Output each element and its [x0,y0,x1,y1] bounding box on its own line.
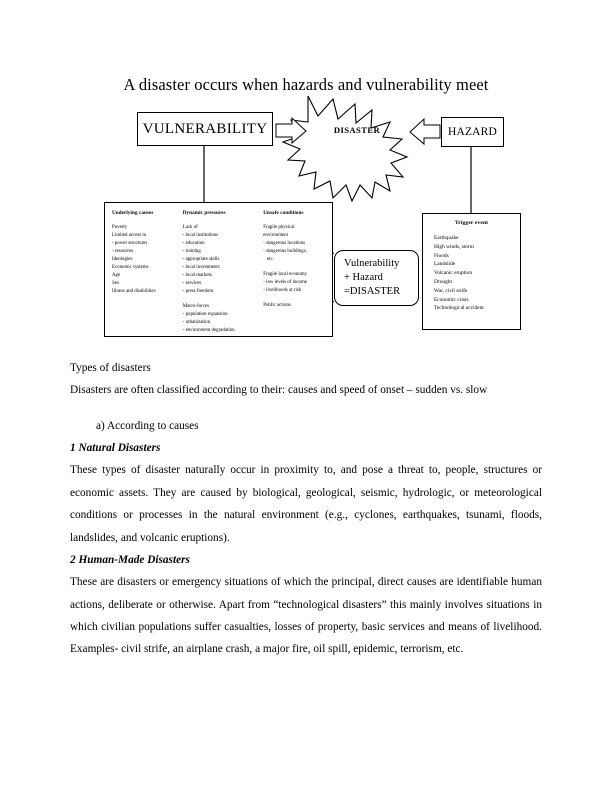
trigger-event-item: High winds, storm [434,243,474,250]
par-item: - local investments [182,264,220,270]
body-content [70,357,542,661]
par-item: - education [182,241,205,247]
center-box-line-1: Vulnerability [344,257,400,269]
par-item: Lack of [182,225,198,231]
arrow-hazard-to-disaster [410,119,440,144]
par-item: Public actions [263,302,291,308]
par-item: Age [112,272,121,278]
par-column-underlying-causes [112,209,183,334]
par-item: Macro-forces [182,303,210,309]
par-item: etc. [263,257,274,262]
hazard-box [441,117,504,147]
trigger-event-item: War, civil strife [434,287,468,294]
spacer [263,264,332,271]
human-made-disasters-heading: 2 Human-Made Disasters [70,553,190,566]
trigger-event-item: Floods [434,252,449,259]
human-made-disasters-paragraph: These are disasters or emergency situations of which the principal, direct causes are identifiable human actions, deliberate or otherwise. Apart from “technological disasters” this mainly involves situations in which civilian populations suffer casualties, losses of property, basic services and means of livelihood. Examples- civil strife, an airplane crash, a major fire, oil spill, epidemic, terrorism, etc. [70,576,542,656]
par-item: Limited access to [112,233,147,239]
trigger-event-item: Economic crisis [434,296,469,303]
par-item: Fragile physical [263,225,295,231]
disaster-starburst-shape [283,96,407,201]
par-item: - livelihoods at risk [263,287,302,293]
par-item: - power structures [112,241,148,247]
types-of-disasters-heading: Types of disasters [70,362,151,374]
trigger-event-item: Volcanic eruption [434,270,473,277]
disaster-burst-label: DISASTER [333,125,381,135]
par-item: - dangerous locations [263,241,306,247]
par-column-header: Underlying causes [112,210,154,216]
par-column-header: Unsafe conditions [263,210,304,216]
page-title: A disaster occurs when hazards and vulnerability meet [123,75,489,94]
par-model-table [104,202,333,337]
disaster-concept-diagram [0,0,612,350]
trigger-event-item: Landslide [434,261,456,268]
par-item: Poverty [112,225,128,231]
par-item: - dangerous buildings, [263,249,307,255]
list-item-according-to-causes: a) According to causes [96,419,199,432]
par-item: - urbanization [182,319,211,325]
par-item: - press freedom [182,288,214,294]
par-item: Illness and disabilities [112,288,156,294]
par-item: - training [182,249,201,255]
spacer [263,295,332,302]
par-item: - services [182,280,202,286]
vulnerability-box [137,112,273,146]
natural-disasters-heading: 1 Natural Disasters [70,442,161,455]
vulnerability-plus-hazard-box [334,250,419,306]
center-box-line-2: + Hazard [344,271,383,283]
par-item: - resources [112,249,134,255]
par-item: - appropriate skills [182,257,220,262]
vulnerability-label: VULNERABILITY [142,120,268,137]
par-item: - environment degradation [182,327,235,333]
hazard-label: HAZARD [447,126,498,138]
trigger-event-box [422,213,521,330]
par-item: - local institutions [182,233,219,239]
types-intro-paragraph: Disasters are often classified according to their: causes and speed of onset – sudden vs. slow [70,384,488,397]
spacer [70,402,542,415]
trigger-event-list [423,234,520,313]
spacer [183,296,264,303]
par-item: Economic systems [112,264,149,270]
center-box-line-3: =DISASTER [344,286,401,298]
par-item: Ideologies [112,257,133,262]
trigger-event-item: Drought [434,278,452,285]
par-column-header: Dynamic pressures [182,210,226,216]
trigger-event-item: Earthquake [434,235,459,241]
natural-disasters-paragraph: These types of disaster naturally occur in proximity to, and pose a threat to, people, structures or economic assets. They are caused by biological, geological, seismic, hydrologic, or meteorological conditions or processes in the natural environment (e.g., cyclones, earthquakes, tsunami, floods, landslides, and volcanic eruptions). [70,464,542,544]
par-item: Sex [112,280,120,286]
par-item: - population expansion [182,311,228,317]
par-column-dynamic-pressures [183,209,264,334]
par-item: Fragile local economy [263,271,307,277]
par-item: - low levels of income [263,279,307,285]
par-item: environment [263,233,288,239]
par-column-unsafe-conditions [263,209,332,334]
trigger-event-header: Trigger event [454,220,489,226]
par-item: - local markets [182,272,212,278]
trigger-event-item: Technological accident [434,305,484,312]
